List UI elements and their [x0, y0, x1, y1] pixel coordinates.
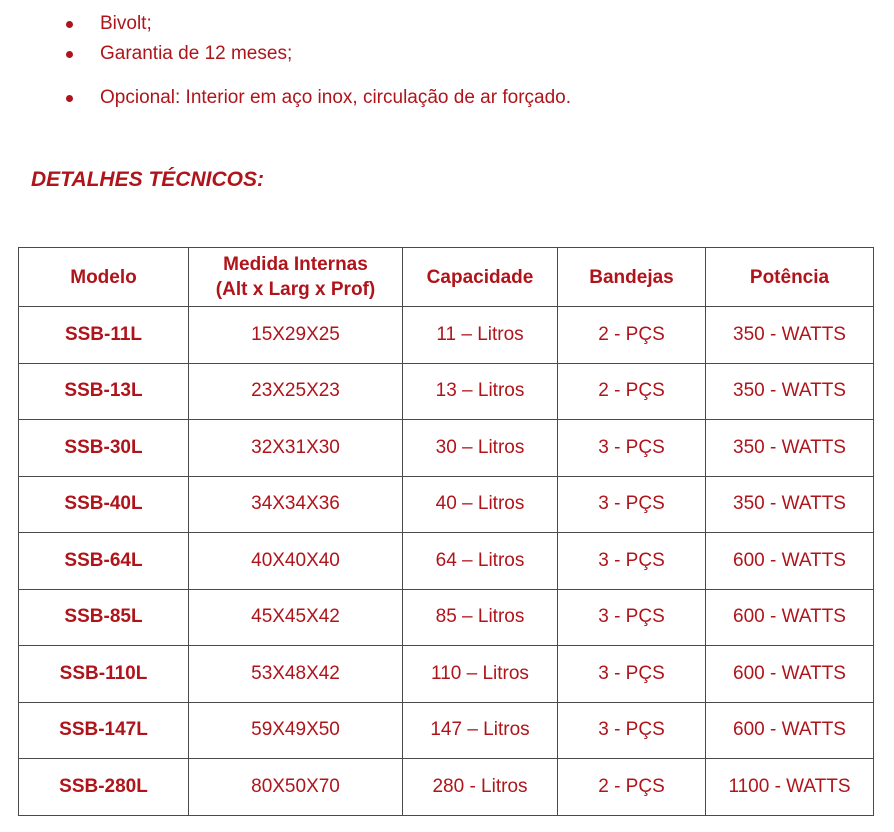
table-row — [19, 363, 874, 420]
cell-dimensions: 34X34X36 — [189, 476, 403, 533]
cell-power: 350 - WATTS — [706, 307, 874, 364]
cell-capacity: 85 – Litros — [403, 589, 558, 646]
table-row — [19, 307, 874, 364]
table-row — [19, 646, 874, 703]
cell-power: 1100 - WATTS — [706, 759, 874, 816]
cell-power: 350 - WATTS — [706, 476, 874, 533]
table-row — [19, 589, 874, 646]
cell-model: SSB-30L — [19, 420, 189, 477]
cell-model: SSB-13L — [19, 363, 189, 420]
cell-power: 600 - WATTS — [706, 646, 874, 703]
cell-trays: 3 - PÇS — [558, 702, 706, 759]
cell-power: 600 - WATTS — [706, 533, 874, 590]
cell-model: SSB-147L — [19, 702, 189, 759]
cell-model: SSB-64L — [19, 533, 189, 590]
header-model: Modelo — [19, 248, 189, 307]
cell-power: 350 - WATTS — [706, 420, 874, 477]
cell-dimensions: 53X48X42 — [189, 646, 403, 703]
cell-model: SSB-11L — [19, 307, 189, 364]
cell-power: 350 - WATTS — [706, 363, 874, 420]
header-capacity: Capacidade — [403, 248, 558, 307]
header-power: Potência — [706, 248, 874, 307]
cell-trays: 3 - PÇS — [558, 420, 706, 477]
cell-power: 600 - WATTS — [706, 702, 874, 759]
bullet-dot-icon — [66, 51, 73, 58]
cell-dimensions: 80X50X70 — [189, 759, 403, 816]
header-trays: Bandejas — [558, 248, 706, 307]
cell-power: 600 - WATTS — [706, 589, 874, 646]
table-header-row — [19, 248, 874, 307]
cell-dimensions: 59X49X50 — [189, 702, 403, 759]
cell-capacity: 280 - Litros — [403, 759, 558, 816]
cell-trays: 2 - PÇS — [558, 759, 706, 816]
header-dimensions-line2: (Alt x Larg x Prof) — [215, 279, 376, 300]
feature-text: Garantia de 12 meses; — [100, 43, 293, 64]
bullet-dot-icon — [66, 95, 73, 102]
cell-trays: 2 - PÇS — [558, 307, 706, 364]
section-heading: DETALHES TÉCNICOS: — [31, 168, 264, 191]
cell-dimensions: 15X29X25 — [189, 307, 403, 364]
cell-model: SSB-110L — [19, 646, 189, 703]
cell-dimensions: 40X40X40 — [189, 533, 403, 590]
cell-model: SSB-85L — [19, 589, 189, 646]
bullet-dot-icon — [66, 21, 73, 28]
cell-capacity: 40 – Litros — [403, 476, 558, 533]
cell-capacity: 64 – Litros — [403, 533, 558, 590]
cell-capacity: 110 – Litros — [403, 646, 558, 703]
cell-trays: 3 - PÇS — [558, 533, 706, 590]
table-row — [19, 476, 874, 533]
feature-text: Bivolt; — [100, 13, 152, 34]
cell-dimensions: 32X31X30 — [189, 420, 403, 477]
table-row — [19, 420, 874, 477]
cell-capacity: 147 – Litros — [403, 702, 558, 759]
cell-model: SSB-40L — [19, 476, 189, 533]
cell-dimensions: 23X25X23 — [189, 363, 403, 420]
technical-specs-table — [18, 247, 874, 816]
cell-trays: 3 - PÇS — [558, 589, 706, 646]
table-row — [19, 533, 874, 590]
cell-model: SSB-280L — [19, 759, 189, 816]
cell-capacity: 13 – Litros — [403, 363, 558, 420]
feature-text: Opcional: Interior em aço inox, circulação de ar forçado. — [100, 87, 572, 108]
cell-trays: 2 - PÇS — [558, 363, 706, 420]
cell-trays: 3 - PÇS — [558, 476, 706, 533]
cell-trays: 3 - PÇS — [558, 646, 706, 703]
header-dimensions — [189, 248, 403, 307]
table-row — [19, 759, 874, 816]
cell-dimensions: 45X45X42 — [189, 589, 403, 646]
cell-capacity: 11 – Litros — [403, 307, 558, 364]
cell-capacity: 30 – Litros — [403, 420, 558, 477]
table-row — [19, 702, 874, 759]
header-dimensions-line1: Medida Internas — [223, 254, 368, 275]
